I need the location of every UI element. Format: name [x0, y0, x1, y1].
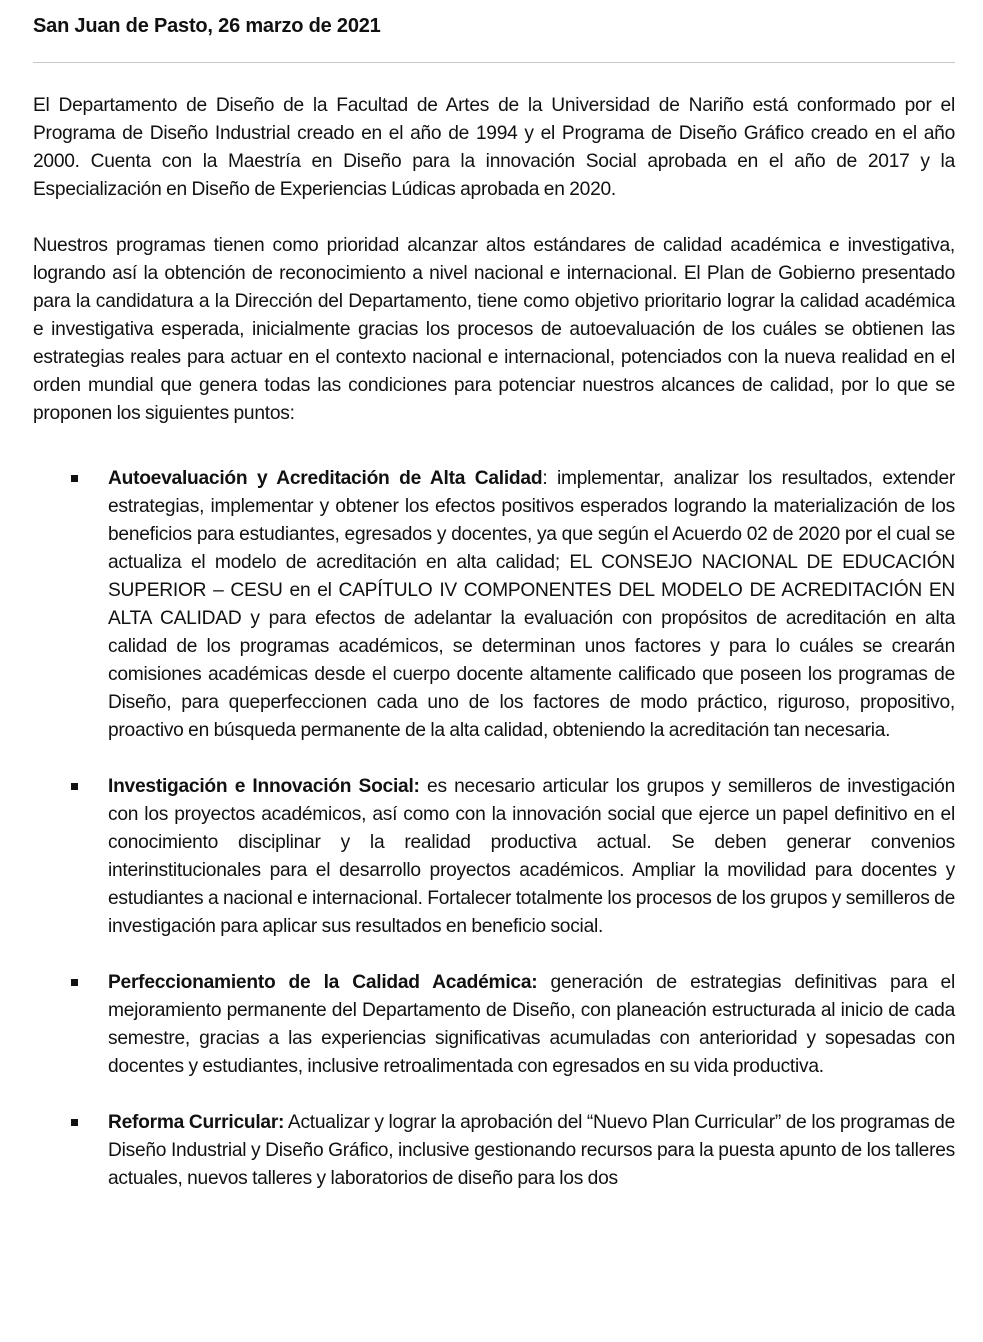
list-item-text: generación de estrategias definitivas para el mejoramiento permanente del Departamento de Diseño, con planeación estructurada al inicio de cada semestre, gracias a las experiencias significativas acumuladas con anterioridad y sopesadas con docentes y estudiantes, inclusive retroalimentada con egresados en su vida productiva.	[108, 972, 955, 1077]
list-item-text: : implementar, analizar los resultados, extender estrategias, implementar y obtener los efectos positivos esperados logrando la materialización de los beneficios para estudiantes, egresados y docentes, ya que según el Acuerdo 02 de 2020 por el cual se actualiza el modelo de acreditación en alta calidad; EL CONSEJO NACIONAL DE EDUCACIÓN SUPERIOR – CESU en el CAPÍTULO IV COMPONENTES DEL MODELO DE ACREDITACIÓN EN ALTA CALIDAD y para efectos de adelantar la evaluación con propósitos de acreditación en alta calidad de los programas académicos, se determinan unos factores y para lo cuáles se crearán comisiones académicas desde el cuerpo docente altamente calificado que poseen los programas de Diseño, para queperfeccionen cada uno de los factores de modo práctico, riguroso, propositivo, proactivo en búsqueda permanente de la alta calidad, obteniendo la acreditación tan necesaria.	[108, 468, 956, 741]
date-line: San Juan de Pasto, 26 marzo de 2021	[33, 15, 381, 37]
list-item-title: Perfeccionamiento de la Calidad Académica:	[108, 972, 538, 993]
list-item-autoevaluacion	[33, 465, 955, 745]
square-bullet-icon	[71, 783, 78, 790]
header-divider	[33, 62, 955, 63]
list-item-text: es necesario articular los grupos y semilleros de investigación con los proyectos académicos, así como con la innovación social que ejerce un papel definitivo en el conocimiento disciplinar y la realidad productiva actual. Se deben generar convenios interinstitucionales para el desarrollo proyectos académicos. Ampliar la movilidad para docentes y estudiantes a nacional e internacional. Fortalecer totalmente los procesos de los grupos y semilleros de investigación para aplicar sus resultados en beneficio social.	[108, 776, 955, 937]
list-item-perfeccionamiento	[33, 969, 955, 1081]
list-item-text: Actualizar y lograr la aprobación del “Nuevo Plan Curricular” de los programas de Diseño Industrial y Diseño Gráfico, inclusive gestionando recursos para la puesta apunto de los talleres actuales, nuevos talleres y laboratorios de diseño para los dos	[108, 1112, 955, 1189]
square-bullet-icon	[71, 979, 78, 986]
list-item-investigacion	[33, 773, 955, 941]
list-item-title: Investigación e Innovación Social:	[108, 776, 420, 797]
list-item-title: Reforma Curricular:	[108, 1112, 285, 1133]
proposal-list	[33, 465, 955, 1193]
square-bullet-icon	[71, 475, 78, 482]
document-page	[33, 12, 955, 1221]
list-item-reforma	[33, 1109, 955, 1193]
square-bullet-icon	[71, 1119, 78, 1126]
intro-paragraph: El Departamento de Diseño de la Facultad de Artes de la Universidad de Nariño está conformado por el Programa de Diseño Industrial creado en el año de 1994 y el Programa de Diseño Gráfico creado en el año 2000. Cuenta con la Maestría en Diseño para la innovación Social aprobada en el año de 2017 y la Especialización en Diseño de Experiencias Lúdicas aprobada en 2020.	[33, 95, 955, 200]
programs-paragraph: Nuestros programas tienen como prioridad alcanzar altos estándares de calidad académica e investigativa, logrando así la obtención de reconocimiento a nivel nacional e internacional. El Plan de Gobierno presentado para la candidatura a la Dirección del Departamento, tiene como objetivo prioritario lograr la calidad académica e investigativa esperada, inicialmente gracias los procesos de autoevaluación de los cuáles se obtienen las estrategias reales para actuar en el contexto nacional e internacional, potenciados con la nueva realidad en el orden mundial que genera todas las condiciones para potenciar nuestros alcances de calidad, por lo que se proponen los siguientes puntos:	[33, 235, 955, 424]
list-item-title: Autoevaluación y Acreditación de Alta Calidad	[108, 468, 543, 489]
